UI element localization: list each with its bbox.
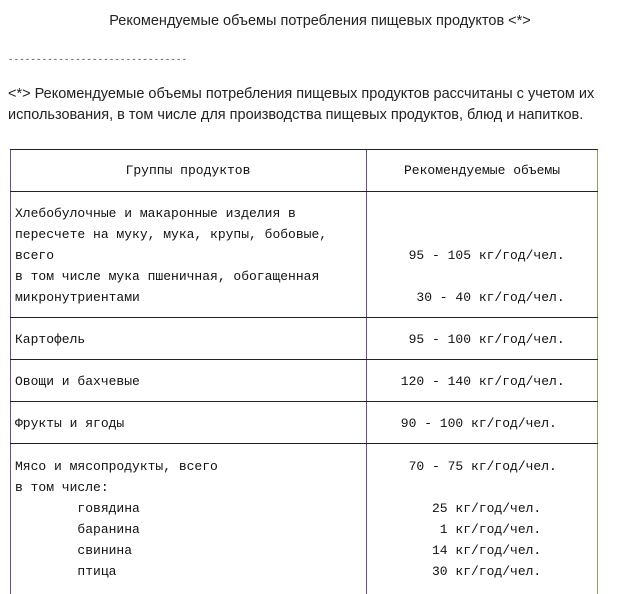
table-border-right (597, 149, 598, 594)
table-row-group-line: птица (15, 564, 117, 579)
column-header-groups: Группы продуктов (125, 163, 251, 178)
table-row-volume: 1 кг/год/чел. (393, 522, 542, 537)
table-row-group-line: Фрукты и ягоды (15, 416, 125, 431)
table-row-volume: 25 кг/год/чел. (393, 501, 542, 516)
footnote-text: <*> Рекомендуемые объемы потребления пищевых продуктов рассчитаны с учетом их использования, в том числе для производства пищевых продуктов, блюд и напитков. (8, 86, 595, 123)
table-row-group-line: пересчете на муку, мука, крупы, бобовые, (15, 227, 328, 242)
table-row-volume: 95 - 100 кг/год/чел. (393, 332, 565, 347)
table-row-group-line: Картофель (15, 332, 86, 347)
table-row-group-line: Хлебобулочные и макаронные изделия в (15, 206, 296, 221)
table-rule-row-2 (10, 359, 598, 360)
consumption-table (10, 149, 598, 594)
table-row-group-line: микронутриентами (15, 290, 140, 305)
table-row-group-line: всего (15, 248, 55, 263)
table-row-volume: 30 - 40 кг/год/чел. (393, 290, 565, 305)
table-rule-row-4 (10, 443, 598, 444)
table-row-group-line: баранина (15, 522, 140, 537)
table-row-volume: 90 - 100 кг/год/чел. (393, 416, 557, 431)
table-row-group-line: говядина (15, 501, 140, 516)
table-row-volume: 70 - 75 кг/год/чел. (393, 459, 557, 474)
table-row-volume: 95 - 105 кг/год/чел. (393, 248, 565, 263)
table-row-group-line: Мясо и мясопродукты, всего (15, 459, 218, 474)
table-border-middle (366, 149, 367, 594)
column-header-volumes: Рекомендуемые объемы (403, 163, 561, 178)
table-row-volume: 14 кг/год/чел. (393, 543, 542, 558)
table-row-group-line: в том числе мука пшеничная, обогащенная (15, 269, 320, 284)
table-rule-row-1 (10, 317, 598, 318)
table-rule-header (10, 191, 598, 192)
table-row-group-line: свинина (15, 543, 133, 558)
table-row-group-line: Овощи и бахчевые (15, 374, 140, 389)
table-rule-row-3 (10, 401, 598, 402)
table-row-group-line: в том числе: (15, 480, 109, 495)
footnote-separator: -------------------------------- (8, 55, 188, 65)
page-title: Рекомендуемые объемы потребления пищевых продуктов <*> (109, 13, 531, 29)
table-rule-top (10, 149, 598, 150)
table-row-volume: 120 - 140 кг/год/чел. (393, 374, 565, 389)
table-border-left (10, 149, 11, 594)
table-row-volume: 30 кг/год/чел. (393, 564, 542, 579)
